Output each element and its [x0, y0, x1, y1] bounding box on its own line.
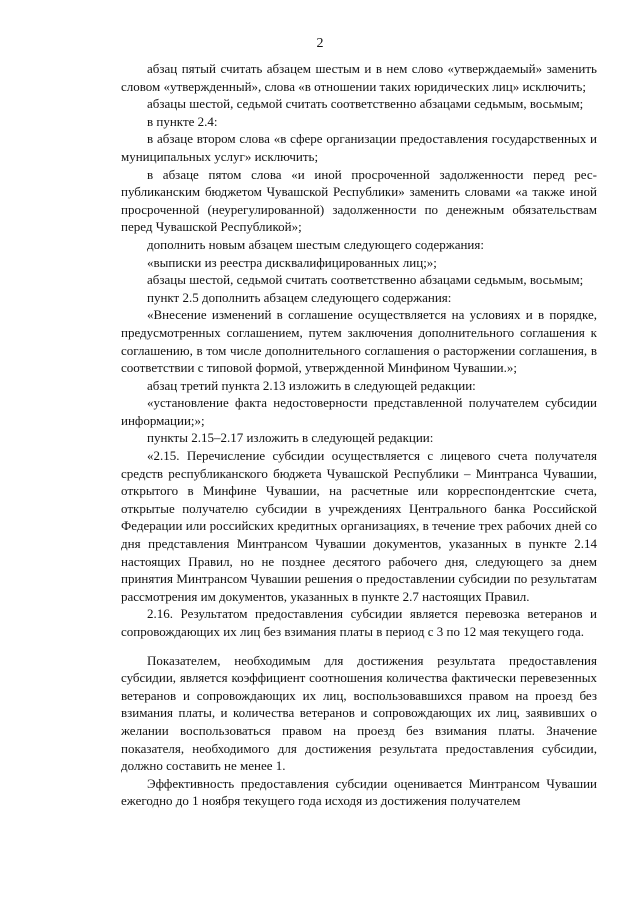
paragraph: в пункте 2.4: — [147, 113, 218, 129]
paragraph: дополнить новым абзацем шестым следующего содержания: — [147, 236, 484, 252]
paragraph: «2.15. Перечисление субсидии осуществляется с лицевого счета получателя средств республиканского бюджета Чувашской Республики – Минтранса Чувашии, открытого в Минфине Чувашии, на расчетные или корреспондентские счета, открытые получателю субсидии в учреждениях Центрального банка Российской Федерации или российских кредитных организациях, в течение трех рабочих дней со дня представления Минтрансом Чувашии документов, указанных в пункте 2.14 настоящих Правил, но не позднее десятого рабочего дня, следующего за днем принятия Минтрансом Чувашии решения о предоставлении субсидии по результатам рассмотрения им документов, указанных в пункте 2.7 настоящих Правил. — [121, 448, 597, 604]
paragraph: абзац третий пункта 2.13 изложить в следующей редакции: — [147, 377, 476, 393]
paragraph: «выписки из реестра дисквалифицированных лиц;»; — [147, 254, 437, 270]
paragraph: Показателем, необходимым для достижения результата предоставления субсидии, является коэффициент соотношения количества фактически перевезенных ветеранов и сопровождающих их лиц, воспользовавшихся правом на проезд без взимания платы, и количества ветеранов и сопровождающих их лиц, заявивших о желании воспользоваться правом на проезд без взимания платы. Значение показателя, необходимого для достижения результата предоставления субсидии, должно составить не менее 1. — [121, 652, 597, 774]
paragraph: абзацы шестой, седьмой считать соответственно абзацами седьмым, восьмым; — [147, 272, 584, 288]
paragraph: абзац пятый считать абзацем шестым и в нем слово «утверждаемый» заменить словом «утвержденный», слова «в отношении таких юридических лиц» исключить; — [121, 61, 597, 94]
paragraph: абзацы шестой, седьмой считать соответственно абзацами седьмым, восьмым; — [147, 96, 584, 112]
paragraph: в абзаце пятом слова «и иной просроченной задолженности перед республиканским бюджетом Чувашской Республики» заменить словами «а также иной просроченной (неурегулированной) задолженности по денежным обязательствам перед Чувашской Республикой»; — [121, 166, 597, 235]
paragraph: 2.16. Результатом предоставления субсидии является перевозка ветеранов и сопровождающих их лиц без взимания платы в период с 3 по 12 мая текущего года. — [121, 606, 597, 639]
paragraph: пункт 2.5 дополнить абзацем следующего содержания: — [147, 289, 452, 305]
paragraph: пункты 2.15–2.17 изложить в следующей редакции: — [147, 430, 434, 446]
document-body — [121, 60, 597, 810]
paragraph: «Внесение изменений в соглашение осуществляется на условиях и в порядке, предусмотренных соглашением, путем заключения дополнительного соглашения к соглашению, в том числе дополнительного соглашения о расторжении соглашения, в соответствии с типовой формой, утвержденной Минфином Чувашии.»; — [121, 307, 597, 376]
paragraph: Эффективность предоставления субсидии оценивается Минтрансом Чувашии ежегодно до 1 ноября текущего года исходя из достижения получателем — [121, 775, 597, 809]
paragraph: «установление факта недостоверности представленной получателем субсидии информации;»; — [121, 395, 597, 428]
page-number: 2 — [316, 36, 324, 51]
paragraph: в абзаце втором слова «в сфере организации предоставления государственных и муниципальных услуг» исключить; — [121, 131, 597, 164]
